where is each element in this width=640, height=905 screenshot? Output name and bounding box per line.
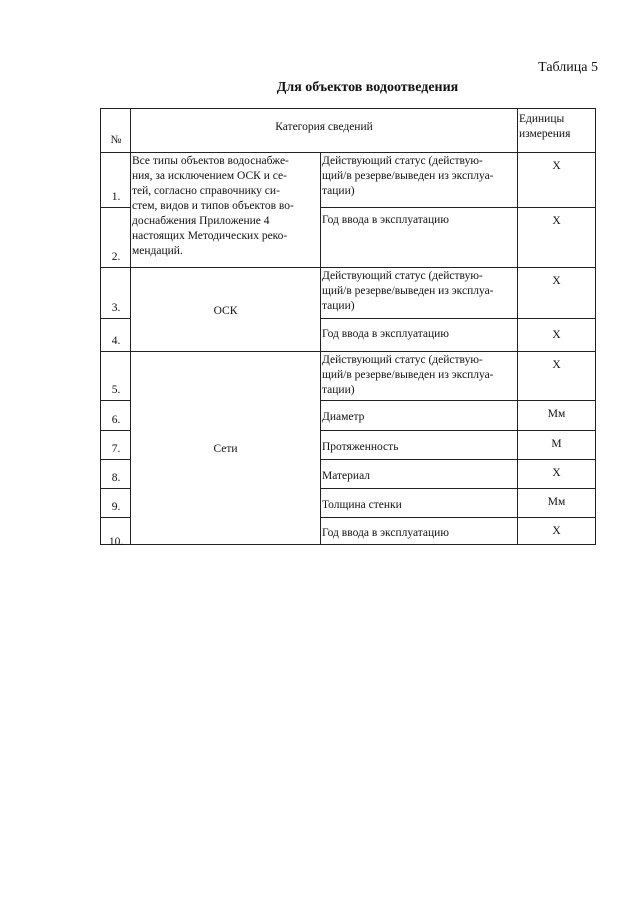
info-text: Год ввода в эксплуатацию (322, 214, 449, 226)
group-all-types-text: Все типы объектов водоснабже- ния, за исключением ОСК и се- тей, согласно справочнику си- стем, видов и типов объектов во- доснабжения Приложение 4 настоящих Методических реко- мендаций. (132, 155, 294, 257)
info-text: Действующий статус (действую- щий/в резерве/выведен из эксплуа- тации) (322, 155, 494, 197)
unit-text: Х (552, 160, 561, 172)
info-cell-3 (320, 267, 518, 319)
unit-text: Х (552, 467, 561, 479)
row-number: 1. (111, 191, 121, 203)
unit-cell-8 (517, 459, 596, 489)
header-category-cell (130, 108, 518, 153)
row-number: 2. (111, 251, 121, 263)
unit-cell-1 (517, 152, 596, 208)
info-cell-9 (320, 488, 518, 518)
row-number: 3. (111, 302, 121, 314)
row-num-cell-2 (100, 207, 131, 268)
unit-text: Х (552, 215, 561, 227)
info-cell-2 (320, 207, 518, 268)
header-category: Категория сведений (275, 121, 373, 133)
row-num-cell-6 (100, 400, 131, 431)
unit-cell-5 (517, 351, 596, 401)
group-seti-cell (130, 351, 321, 545)
info-cell-5 (320, 351, 518, 401)
group-seti-text: Сети (213, 443, 238, 455)
row-number: 7. (111, 443, 121, 455)
info-text: Год ввода в эксплуатацию (322, 527, 449, 539)
unit-text: Х (552, 525, 561, 537)
row-num-cell-5 (100, 351, 131, 401)
info-text: Толщина стенки (322, 499, 402, 511)
row-num-cell-9 (100, 488, 131, 518)
row-number: 6. (111, 414, 121, 426)
unit-cell-7 (517, 430, 596, 460)
unit-text: Мм (547, 408, 566, 420)
group-osk-text: ОСК (213, 305, 238, 317)
info-cell-8 (320, 459, 518, 489)
unit-text: Мм (547, 496, 566, 508)
info-text: Диаметр (322, 411, 365, 423)
unit-text: Х (552, 329, 561, 341)
unit-cell-4 (517, 318, 596, 352)
row-num-cell-1 (100, 152, 131, 208)
info-cell-10 (320, 517, 518, 545)
row-number: 8. (111, 472, 121, 484)
unit-cell-6 (517, 400, 596, 431)
info-cell-7 (320, 430, 518, 460)
info-cell-4 (320, 318, 518, 352)
group-osk-cell (130, 267, 321, 352)
unit-text: Х (552, 359, 561, 371)
info-text: Год ввода в эксплуатацию (322, 328, 449, 340)
info-text: Действующий статус (действую- щий/в резерве/выведен из эксплуа- тации) (322, 354, 494, 396)
unit-cell-2 (517, 207, 596, 268)
row-num-cell-4 (100, 318, 131, 352)
row-number: 4. (111, 335, 121, 347)
data-table (100, 108, 596, 548)
group-all-types-cell (130, 152, 321, 268)
info-text: Протяженность (322, 441, 399, 453)
row-num-cell-8 (100, 459, 131, 489)
unit-cell-9 (517, 488, 596, 518)
row-number: 5. (111, 384, 121, 396)
header-num: № (110, 134, 122, 146)
row-num-cell-3 (100, 267, 131, 319)
table-number: Таблица 5 (538, 60, 598, 75)
info-cell-1 (320, 152, 518, 208)
header-num-cell (100, 108, 131, 153)
row-num-cell-10 (100, 517, 131, 548)
row-number: 10. (108, 536, 124, 548)
row-num-cell-7 (100, 430, 131, 460)
unit-text: Х (552, 275, 561, 287)
info-cell-6 (320, 400, 518, 431)
header-units-cell (517, 108, 596, 153)
row-number: 9. (111, 501, 121, 513)
unit-cell-10 (517, 517, 596, 545)
header-units: Единицы измерения (519, 113, 571, 140)
info-text: Действующий статус (действую- щий/в резерве/выведен из эксплуа- тации) (322, 270, 494, 312)
unit-text: М (551, 438, 562, 450)
document-title: Для объектов водоотведения (276, 80, 459, 95)
info-text: Материал (322, 470, 371, 482)
unit-cell-3 (517, 267, 596, 319)
